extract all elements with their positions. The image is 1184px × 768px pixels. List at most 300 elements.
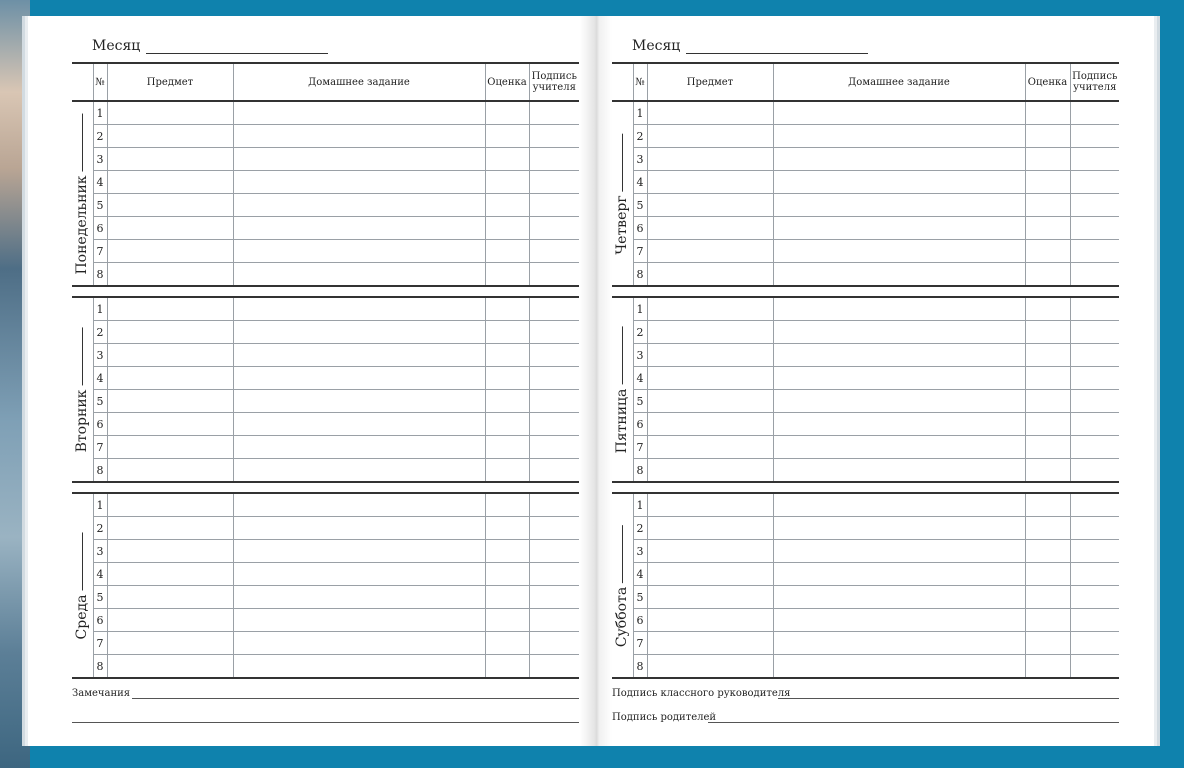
signature-cell[interactable] (529, 148, 579, 171)
homework-cell[interactable] (773, 586, 1025, 609)
grade-cell[interactable] (1025, 263, 1070, 287)
grade-cell[interactable] (485, 321, 529, 344)
signature-cell[interactable] (529, 517, 579, 540)
signature-cell[interactable] (1070, 367, 1119, 390)
day-name-text: Вторник (74, 389, 91, 452)
signature-cell[interactable] (1070, 194, 1119, 217)
subject-cell[interactable] (647, 194, 773, 217)
subject-cell[interactable] (647, 148, 773, 171)
class-teacher-signature-label: Подпись классного руководителя (612, 688, 791, 699)
lesson-number: 2 (633, 517, 647, 540)
open-diary (24, 12, 1164, 750)
lesson-number: 4 (93, 171, 107, 194)
table-row (612, 586, 1119, 609)
signature-cell[interactable] (1070, 390, 1119, 413)
day-name (74, 532, 90, 639)
homework-cell[interactable] (773, 240, 1025, 263)
grade-cell[interactable] (485, 263, 529, 287)
homework-cell[interactable] (233, 125, 485, 148)
lesson-number: 2 (93, 125, 107, 148)
day-cell (72, 493, 93, 678)
day-column-header (72, 63, 93, 101)
signature-cell[interactable] (1070, 540, 1119, 563)
lesson-number: 7 (633, 436, 647, 459)
table-row (72, 367, 579, 390)
subject-cell[interactable] (647, 563, 773, 586)
signature-cell[interactable] (1070, 101, 1119, 125)
signature-cell[interactable] (1070, 240, 1119, 263)
homework-cell[interactable] (233, 609, 485, 632)
month-input-line[interactable] (146, 39, 328, 54)
parents-signature-line[interactable] (708, 722, 1119, 723)
subject-cell[interactable] (107, 517, 233, 540)
grade-cell[interactable] (485, 194, 529, 217)
subject-cell[interactable] (107, 493, 233, 517)
signature-cell[interactable] (529, 655, 579, 679)
day-name-text: Среда (74, 594, 91, 639)
subject-cell[interactable] (107, 540, 233, 563)
signature-cell[interactable] (529, 390, 579, 413)
homework-cell[interactable] (233, 436, 485, 459)
table-row (72, 297, 579, 321)
signature-cell[interactable] (529, 459, 579, 483)
homework-cell[interactable] (233, 194, 485, 217)
homework-cell[interactable] (773, 540, 1025, 563)
subject-cell[interactable] (647, 297, 773, 321)
lesson-number: 8 (633, 655, 647, 679)
lesson-number: 6 (93, 413, 107, 436)
subject-cell[interactable] (647, 493, 773, 517)
signature-cell[interactable] (529, 297, 579, 321)
grade-cell[interactable] (1025, 297, 1070, 321)
lesson-number: 2 (633, 321, 647, 344)
lesson-number: 4 (633, 563, 647, 586)
subject-cell[interactable] (107, 436, 233, 459)
signature-cell[interactable] (1070, 125, 1119, 148)
grade-cell[interactable] (485, 344, 529, 367)
section-gap (612, 286, 1119, 297)
grade-cell[interactable] (485, 517, 529, 540)
homework-cell[interactable] (773, 217, 1025, 240)
grade-cell[interactable] (1025, 125, 1070, 148)
homework-cell[interactable] (773, 125, 1025, 148)
month-input-line[interactable] (686, 39, 868, 54)
signature-cell[interactable] (529, 586, 579, 609)
homework-cell[interactable] (233, 217, 485, 240)
grade-cell[interactable] (1025, 344, 1070, 367)
subject-cell[interactable] (647, 217, 773, 240)
homework-cell[interactable] (233, 655, 485, 679)
date-underline[interactable] (621, 133, 623, 191)
day-name-text: Понедельник (74, 174, 91, 275)
grade-cell[interactable] (485, 436, 529, 459)
signature-header: Подпись учителя (529, 63, 579, 101)
table-row (612, 321, 1119, 344)
grade-header: Оценка (1025, 63, 1070, 101)
table-row (612, 148, 1119, 171)
signature-cell[interactable] (1070, 321, 1119, 344)
signatures-section (612, 688, 1119, 728)
homework-cell[interactable] (773, 148, 1025, 171)
lesson-number: 1 (633, 297, 647, 321)
homework-cell[interactable] (233, 493, 485, 517)
signature-cell[interactable] (529, 344, 579, 367)
subject-cell[interactable] (107, 655, 233, 679)
homework-cell[interactable] (233, 517, 485, 540)
grade-cell[interactable] (485, 148, 529, 171)
table-row (72, 517, 579, 540)
grade-cell[interactable] (485, 297, 529, 321)
date-underline[interactable] (621, 524, 623, 582)
homework-cell[interactable] (773, 517, 1025, 540)
signature-cell[interactable] (1070, 217, 1119, 240)
subject-cell[interactable] (107, 101, 233, 125)
homework-cell[interactable] (773, 459, 1025, 483)
homework-cell[interactable] (773, 609, 1025, 632)
day-cell (612, 297, 633, 482)
subject-cell[interactable] (647, 321, 773, 344)
lesson-number: 4 (93, 367, 107, 390)
subject-cell[interactable] (107, 148, 233, 171)
subject-cell[interactable] (107, 171, 233, 194)
signature-cell[interactable] (529, 436, 579, 459)
subject-header: Предмет (647, 63, 773, 101)
homework-cell[interactable] (233, 632, 485, 655)
grade-cell[interactable] (485, 413, 529, 436)
homework-cell[interactable] (233, 459, 485, 483)
date-underline[interactable] (81, 327, 83, 385)
signature-cell[interactable] (1070, 297, 1119, 321)
lesson-number: 7 (93, 436, 107, 459)
lesson-number: 1 (633, 101, 647, 125)
homework-cell[interactable] (773, 655, 1025, 679)
lesson-number: 5 (633, 194, 647, 217)
homework-cell[interactable] (773, 436, 1025, 459)
signature-cell[interactable] (529, 632, 579, 655)
homework-cell[interactable] (773, 263, 1025, 287)
remarks-line-2[interactable] (72, 722, 579, 723)
signature-cell[interactable] (1070, 609, 1119, 632)
signature-cell[interactable] (1070, 459, 1119, 483)
grade-cell[interactable] (485, 390, 529, 413)
signature-cell[interactable] (529, 194, 579, 217)
lesson-number: 8 (93, 263, 107, 287)
lesson-number: 5 (633, 586, 647, 609)
table-row (72, 655, 579, 679)
grade-cell[interactable] (1025, 101, 1070, 125)
subject-cell[interactable] (647, 390, 773, 413)
homework-cell[interactable] (233, 101, 485, 125)
signature-header: Подпись учителя (1070, 63, 1119, 101)
homework-cell[interactable] (773, 413, 1025, 436)
homework-cell[interactable] (773, 632, 1025, 655)
grade-cell[interactable] (1025, 493, 1070, 517)
grade-cell[interactable] (485, 632, 529, 655)
lesson-number: 8 (93, 655, 107, 679)
table-row (72, 632, 579, 655)
subject-cell[interactable] (107, 263, 233, 287)
signature-cell[interactable] (1070, 655, 1119, 679)
grade-cell[interactable] (1025, 148, 1070, 171)
homework-cell[interactable] (773, 101, 1025, 125)
signature-cell[interactable] (529, 413, 579, 436)
grade-cell[interactable] (1025, 240, 1070, 263)
homework-cell[interactable] (233, 171, 485, 194)
signature-cell[interactable] (1070, 632, 1119, 655)
grade-cell[interactable] (1025, 609, 1070, 632)
table-row (612, 367, 1119, 390)
lesson-number: 6 (633, 609, 647, 632)
signature-cell[interactable] (1070, 413, 1119, 436)
date-underline[interactable] (621, 326, 623, 384)
table-row (72, 194, 579, 217)
subject-cell[interactable] (107, 321, 233, 344)
homework-cell[interactable] (773, 563, 1025, 586)
homework-cell[interactable] (773, 297, 1025, 321)
right-page (596, 16, 1154, 746)
grade-cell[interactable] (485, 240, 529, 263)
table-row (612, 563, 1119, 586)
grade-cell[interactable] (1025, 586, 1070, 609)
homework-cell[interactable] (233, 240, 485, 263)
subject-cell[interactable] (647, 436, 773, 459)
grade-cell[interactable] (485, 125, 529, 148)
table-row (72, 586, 579, 609)
table-row (72, 436, 579, 459)
grade-cell[interactable] (485, 101, 529, 125)
subject-cell[interactable] (647, 171, 773, 194)
subject-cell[interactable] (647, 413, 773, 436)
homework-cell[interactable] (233, 390, 485, 413)
homework-cell[interactable] (233, 367, 485, 390)
table-row (72, 240, 579, 263)
subject-cell[interactable] (107, 125, 233, 148)
homework-cell[interactable] (773, 321, 1025, 344)
signature-cell[interactable] (529, 240, 579, 263)
subject-cell[interactable] (107, 240, 233, 263)
table-row (612, 459, 1119, 483)
num-header: № (93, 63, 107, 101)
grade-cell[interactable] (1025, 563, 1070, 586)
lesson-number: 3 (633, 344, 647, 367)
grade-cell[interactable] (1025, 459, 1070, 483)
table-row (72, 171, 579, 194)
grade-cell[interactable] (1025, 655, 1070, 679)
lesson-number: 2 (633, 125, 647, 148)
lesson-number: 5 (93, 390, 107, 413)
section-gap (612, 482, 1119, 493)
grade-cell[interactable] (1025, 436, 1070, 459)
grade-cell[interactable] (485, 540, 529, 563)
signature-cell[interactable] (529, 263, 579, 287)
lesson-number: 4 (633, 171, 647, 194)
grade-cell[interactable] (485, 563, 529, 586)
table-row (612, 194, 1119, 217)
month-label: Месяц (92, 38, 141, 54)
day-cell (612, 493, 633, 678)
table-row (72, 101, 579, 125)
signature-cell[interactable] (1070, 493, 1119, 517)
grade-cell[interactable] (485, 609, 529, 632)
grade-cell[interactable] (485, 459, 529, 483)
table-row (612, 655, 1119, 679)
subject-cell[interactable] (647, 609, 773, 632)
subject-cell[interactable] (107, 609, 233, 632)
grade-cell[interactable] (1025, 390, 1070, 413)
signature-cell[interactable] (1070, 436, 1119, 459)
lesson-number: 1 (93, 101, 107, 125)
remarks-section (72, 688, 579, 728)
grade-cell[interactable] (1025, 321, 1070, 344)
homework-cell[interactable] (233, 540, 485, 563)
signature-cell[interactable] (1070, 563, 1119, 586)
signature-cell[interactable] (1070, 148, 1119, 171)
lesson-number: 8 (633, 263, 647, 287)
homework-cell[interactable] (233, 148, 485, 171)
grade-cell[interactable] (1025, 194, 1070, 217)
lesson-number: 3 (633, 148, 647, 171)
signature-cell[interactable] (529, 101, 579, 125)
homework-cell[interactable] (773, 390, 1025, 413)
subject-cell[interactable] (107, 344, 233, 367)
grade-cell[interactable] (485, 493, 529, 517)
lesson-number: 7 (633, 632, 647, 655)
grade-cell[interactable] (1025, 540, 1070, 563)
class-teacher-signature-line[interactable] (778, 698, 1119, 699)
lesson-number: 5 (93, 586, 107, 609)
grade-cell[interactable] (485, 171, 529, 194)
lesson-number: 6 (93, 609, 107, 632)
table-row (72, 540, 579, 563)
subject-cell[interactable] (107, 217, 233, 240)
signature-cell[interactable] (529, 171, 579, 194)
lesson-number: 2 (93, 517, 107, 540)
homework-cell[interactable] (233, 563, 485, 586)
right-schedule-table (612, 62, 1119, 679)
homework-cell[interactable] (773, 493, 1025, 517)
signature-cell[interactable] (529, 367, 579, 390)
signature-cell[interactable] (529, 125, 579, 148)
homework-cell[interactable] (233, 321, 485, 344)
lesson-number: 2 (93, 321, 107, 344)
homework-cell[interactable] (773, 171, 1025, 194)
homework-header: Домашнее задание (773, 63, 1025, 101)
signature-cell[interactable] (529, 540, 579, 563)
table-row (612, 609, 1119, 632)
subject-cell[interactable] (107, 390, 233, 413)
day-column-header (612, 63, 633, 101)
homework-header: Домашнее задание (233, 63, 485, 101)
subject-cell[interactable] (647, 459, 773, 483)
signature-cell[interactable] (1070, 171, 1119, 194)
grade-cell[interactable] (1025, 367, 1070, 390)
lesson-number: 3 (93, 148, 107, 171)
subject-cell[interactable] (647, 540, 773, 563)
num-header: № (633, 63, 647, 101)
lesson-number: 4 (633, 367, 647, 390)
lesson-number: 3 (93, 344, 107, 367)
subject-cell[interactable] (107, 367, 233, 390)
lesson-number: 8 (633, 459, 647, 483)
subject-cell[interactable] (647, 517, 773, 540)
subject-cell[interactable] (647, 367, 773, 390)
subject-cell[interactable] (647, 101, 773, 125)
homework-cell[interactable] (233, 297, 485, 321)
subject-cell[interactable] (647, 240, 773, 263)
grade-cell[interactable] (485, 217, 529, 240)
subject-cell[interactable] (647, 344, 773, 367)
signature-cell[interactable] (1070, 344, 1119, 367)
subject-cell[interactable] (647, 263, 773, 287)
table-row (72, 125, 579, 148)
grade-cell[interactable] (485, 655, 529, 679)
remarks-line-1[interactable] (132, 698, 579, 699)
signature-cell[interactable] (529, 321, 579, 344)
grade-cell[interactable] (1025, 632, 1070, 655)
homework-cell[interactable] (233, 344, 485, 367)
table-row (612, 632, 1119, 655)
date-underline[interactable] (81, 113, 83, 171)
signature-cell[interactable] (1070, 517, 1119, 540)
grade-cell[interactable] (1025, 217, 1070, 240)
subject-cell[interactable] (647, 125, 773, 148)
subject-cell[interactable] (107, 297, 233, 321)
subject-cell[interactable] (647, 586, 773, 609)
grade-header: Оценка (485, 63, 529, 101)
day-name (614, 133, 630, 254)
table-row (612, 436, 1119, 459)
day-name (74, 327, 90, 452)
subject-cell[interactable] (107, 586, 233, 609)
signature-cell[interactable] (529, 217, 579, 240)
grade-cell[interactable] (485, 367, 529, 390)
date-underline[interactable] (81, 532, 83, 590)
subject-cell[interactable] (647, 632, 773, 655)
homework-cell[interactable] (773, 367, 1025, 390)
subject-cell[interactable] (107, 632, 233, 655)
lesson-number: 3 (93, 540, 107, 563)
grade-cell[interactable] (1025, 413, 1070, 436)
subject-cell[interactable] (107, 413, 233, 436)
table-row (72, 459, 579, 483)
homework-cell[interactable] (233, 413, 485, 436)
homework-cell[interactable] (773, 344, 1025, 367)
homework-cell[interactable] (233, 263, 485, 287)
homework-cell[interactable] (773, 194, 1025, 217)
table-row (72, 344, 579, 367)
subject-cell[interactable] (107, 459, 233, 483)
homework-cell[interactable] (233, 586, 485, 609)
table-row (612, 493, 1119, 517)
table-row (72, 563, 579, 586)
grade-cell[interactable] (485, 586, 529, 609)
subject-cell[interactable] (107, 194, 233, 217)
signature-cell[interactable] (1070, 263, 1119, 287)
day-name-text: Пятница (614, 388, 631, 453)
signature-cell[interactable] (529, 609, 579, 632)
day-name (614, 524, 630, 646)
grade-cell[interactable] (1025, 517, 1070, 540)
table-row (72, 390, 579, 413)
subject-cell[interactable] (647, 655, 773, 679)
lesson-number: 5 (93, 194, 107, 217)
grade-cell[interactable] (1025, 171, 1070, 194)
signature-cell[interactable] (529, 493, 579, 517)
section-gap (72, 482, 579, 493)
signature-cell[interactable] (529, 563, 579, 586)
subject-cell[interactable] (107, 563, 233, 586)
signature-cell[interactable] (1070, 586, 1119, 609)
